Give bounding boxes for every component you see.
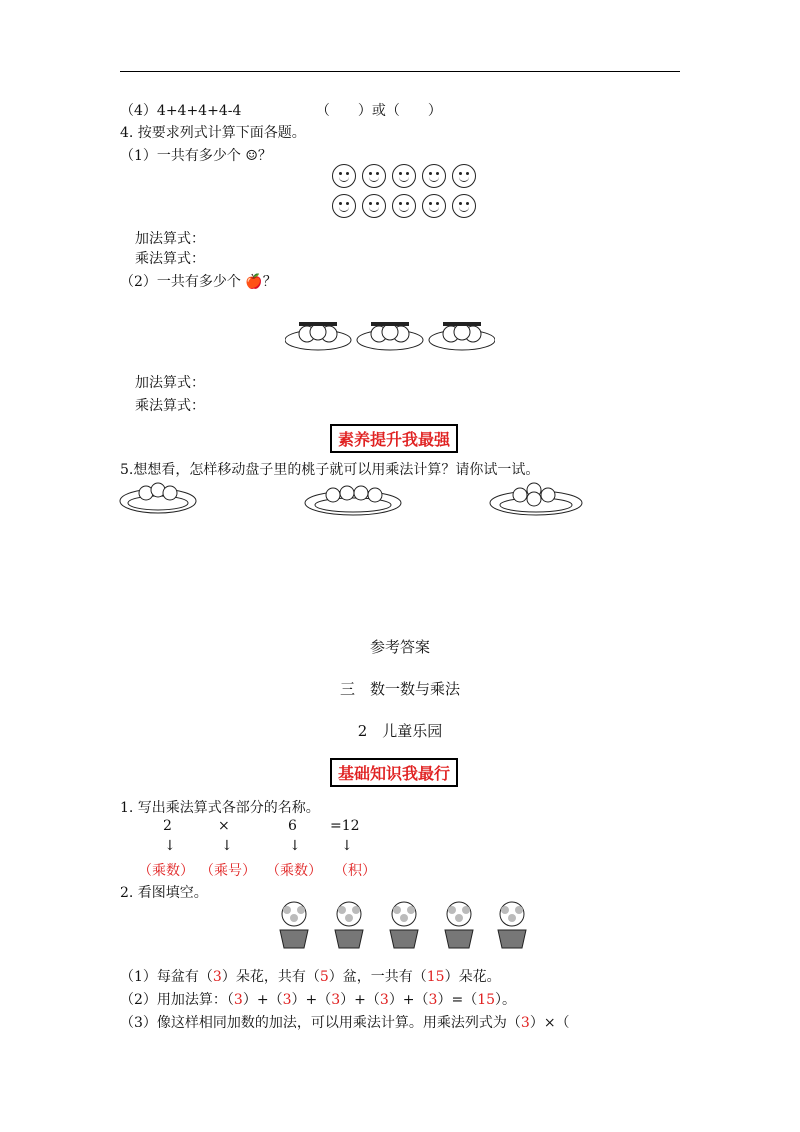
chapter-title: 三 数一数与乘法 <box>339 680 460 698</box>
apple-bowls <box>285 308 495 358</box>
a2-line2: （2）用加法算：（3）+（3）+（3）+（3）+（3）=（15）。 <box>120 992 517 1008</box>
lesson-title: 2 儿童乐园 <box>357 722 443 740</box>
smiley-face-icon <box>452 164 476 188</box>
top-rule <box>120 71 680 72</box>
peach-plate-icon <box>305 486 401 515</box>
equation-term: × <box>218 818 230 834</box>
smiley-face-icon <box>362 164 386 188</box>
smiley-face-icon <box>392 194 416 218</box>
fruit-bowl-icon <box>285 322 351 350</box>
q5-text: 5.想想看，怎样移动盘子里的桃子就可以用乘法计算？请你试一试。 <box>120 462 540 478</box>
smiley-face-icon <box>422 194 446 218</box>
fruit-bowl-icon <box>357 322 423 350</box>
a2-title: 2. 看图填空。 <box>120 885 208 901</box>
q4-1-add-label: 加法算式： <box>135 231 205 247</box>
section-banner-literacy: 素养提升我最强 <box>330 424 458 453</box>
down-arrow-icon: ↓ <box>164 838 176 854</box>
term-name: （乘数） <box>138 863 194 879</box>
a2-line1: （1）每盆有（3）朵花，共有（5）盆，一共有（15）朵花。 <box>120 969 501 985</box>
flower-pot-icon <box>390 902 418 948</box>
q4-2-add-label: 加法算式： <box>135 375 205 391</box>
smiley-face-icon <box>332 194 356 218</box>
a2-line3: （3）像这样相同加数的加法，可以用乘法计算。用乘法列式为（3）×（ <box>120 1015 570 1031</box>
q4-title: 4. 按要求列式计算下面各题。 <box>120 125 306 141</box>
q4-item-4: （4）4+4+4+4-4 （ ）或（ ） <box>120 103 442 119</box>
term-name: （乘数） <box>266 863 322 879</box>
answers-heading: 参考答案 <box>369 638 430 656</box>
down-arrow-icon: ↓ <box>341 838 353 854</box>
section-banner-basics: 基础知识我最行 <box>330 758 458 787</box>
flower-pot-icon <box>280 902 308 948</box>
equation-term: 2 <box>163 818 172 834</box>
down-arrow-icon: ↓ <box>289 838 301 854</box>
q4-1-mul-label: 乘法算式： <box>135 251 205 267</box>
q4-part1: （1）一共有多少个 ☺？ <box>120 148 272 164</box>
equation-term: =12 <box>330 818 360 834</box>
down-arrow-icon: ↓ <box>221 838 233 854</box>
flower-pot-icon <box>498 902 526 948</box>
equation-term: 6 <box>288 818 297 834</box>
q4-2-mul-label: 乘法算式： <box>135 398 205 414</box>
smiley-face-icon <box>422 164 446 188</box>
smiley-face-icon <box>452 194 476 218</box>
flower-pots <box>272 900 532 952</box>
term-name: （积） <box>334 863 376 879</box>
peach-plate-icon <box>490 483 582 515</box>
term-name: （乘号） <box>200 863 256 879</box>
peach-plate-icon <box>120 483 196 513</box>
flower-pot-icon <box>445 902 473 948</box>
q4-part2: （2）一共有多少个 🍎？ <box>120 274 277 290</box>
smiley-face-icon <box>392 164 416 188</box>
peach-plates <box>118 475 588 520</box>
smiley-face-icon <box>332 164 356 188</box>
fruit-bowl-icon <box>429 322 495 350</box>
flower-pot-icon <box>335 902 363 948</box>
smiley-face-icon <box>362 194 386 218</box>
a1-title: 1. 写出乘法算式各部分的名称。 <box>120 800 320 816</box>
